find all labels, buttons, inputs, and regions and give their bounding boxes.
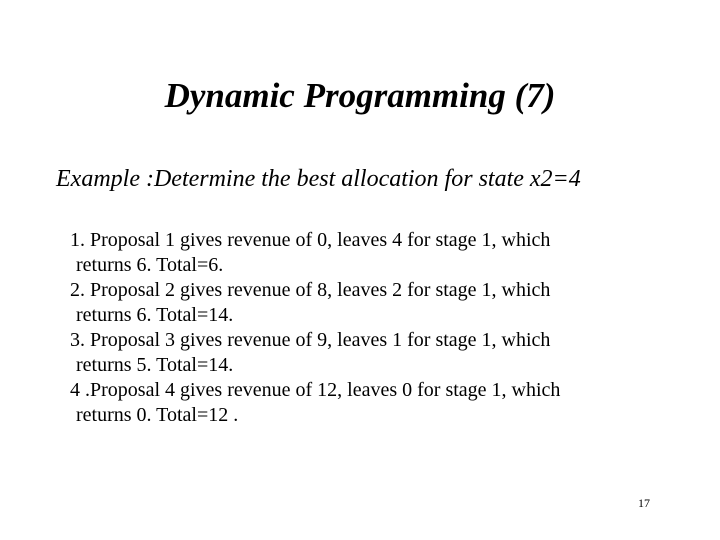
slide-subtitle: Example :Determine the best allocation for state x2=4 (56, 166, 581, 192)
step-list (70, 228, 696, 428)
step-text-line: returns 6. Total=14. (76, 304, 234, 326)
step-item-4 (70, 378, 696, 428)
page-number: 17 (638, 496, 650, 510)
step-item-1 (70, 228, 696, 278)
step-item-3 (70, 328, 696, 378)
step-text-line: returns 6. Total=6. (76, 254, 224, 276)
step-text-line: 2. Proposal 2 gives revenue of 8, leaves 2 for stage 1, which (70, 279, 551, 301)
step-text-line: 3. Proposal 3 gives revenue of 9, leaves 1 for stage 1, which (70, 329, 551, 351)
step-text-line: 4 .Proposal 4 gives revenue of 12, leaves 0 for stage 1, which (70, 379, 561, 401)
step-item-2 (70, 278, 696, 328)
slide-title: Dynamic Programming (7) (164, 76, 556, 115)
step-text-line: returns 0. Total=12 . (76, 404, 239, 426)
step-text-line: 1. Proposal 1 gives revenue of 0, leaves 4 for stage 1, which (70, 229, 551, 251)
step-text-line: returns 5. Total=14. (76, 354, 234, 376)
